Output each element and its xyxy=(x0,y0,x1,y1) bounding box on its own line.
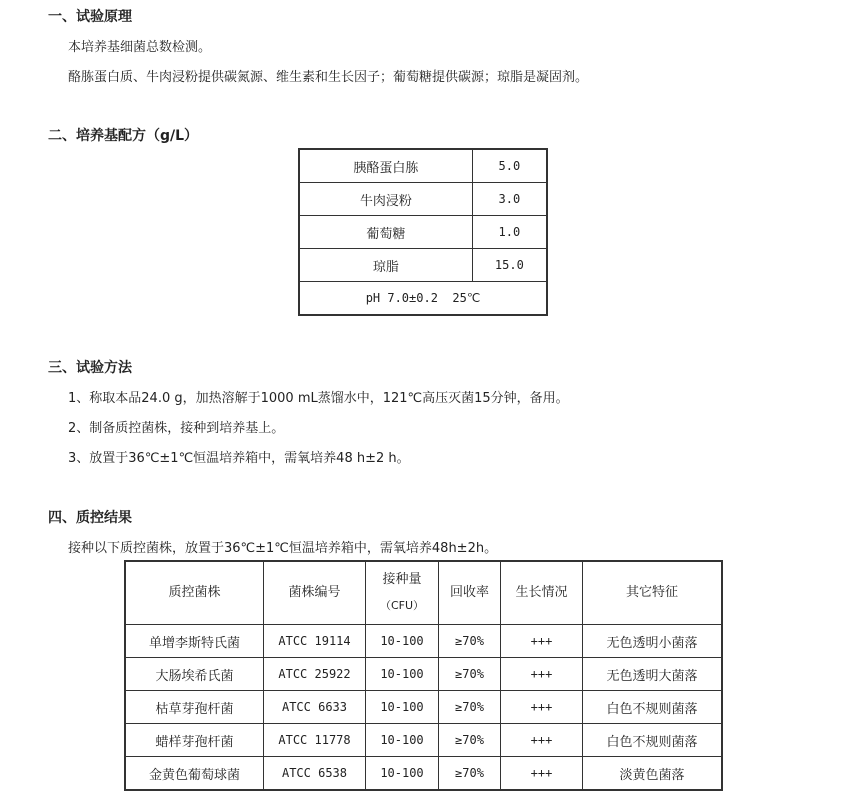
table-row xyxy=(125,625,722,658)
strain-name: 大肠埃希氏菌 xyxy=(125,658,264,691)
growth-value: +++ xyxy=(501,691,583,724)
inoculum-value: 10-100 xyxy=(366,658,439,691)
header-code: 菌株编号 xyxy=(264,561,366,625)
header-inoculum-label: 接种量 xyxy=(382,572,422,587)
ph-value: pH 7.0±0.2 25℃ xyxy=(299,282,547,316)
strain-code: ATCC 19114 xyxy=(264,625,366,658)
growth-value: +++ xyxy=(501,757,583,791)
header-growth: 生长情况 xyxy=(501,561,583,625)
header-inoculum-unit: （CFU） xyxy=(379,599,425,612)
recovery-value: ≥70% xyxy=(439,625,501,658)
strain-code: ATCC 6538 xyxy=(264,757,366,791)
other-feature: 白色不规则菌落 xyxy=(583,724,723,757)
section-title-method: 三、试验方法 xyxy=(48,360,132,376)
header-recovery: 回收率 xyxy=(439,561,501,625)
recovery-value: ≥70% xyxy=(439,691,501,724)
ingredient-value: 1.0 xyxy=(472,216,547,249)
principle-paragraph-2: 酪胨蛋白质、牛肉浸粉提供碳氮源、维生素和生长因子；葡萄糖提供碳源；琼脂是凝固剂。 xyxy=(68,70,589,85)
ingredient-value: 3.0 xyxy=(472,183,547,216)
table-header-row xyxy=(125,561,722,625)
strain-code: ATCC 6633 xyxy=(264,691,366,724)
ingredient-name: 牛肉浸粉 xyxy=(299,183,472,216)
header-strain: 质控菌株 xyxy=(125,561,264,625)
table-row xyxy=(299,282,547,316)
growth-value: +++ xyxy=(501,658,583,691)
other-feature: 白色不规则菌落 xyxy=(583,691,723,724)
growth-value: +++ xyxy=(501,625,583,658)
recovery-value: ≥70% xyxy=(439,724,501,757)
qc-results-table xyxy=(124,560,723,791)
recovery-value: ≥70% xyxy=(439,757,501,791)
ingredient-value: 5.0 xyxy=(472,149,547,183)
formula-table xyxy=(298,148,548,316)
header-inoculum xyxy=(366,561,439,625)
section-title-formula: 二、培养基配方（g/L） xyxy=(48,128,199,144)
principle-paragraph-1: 本培养基细菌总数检测。 xyxy=(68,40,212,55)
ingredient-name: 胰酪蛋白胨 xyxy=(299,149,472,183)
strain-name: 蜡样芽孢杆菌 xyxy=(125,724,264,757)
inoculum-value: 10-100 xyxy=(366,724,439,757)
ingredient-name: 葡萄糖 xyxy=(299,216,472,249)
table-row xyxy=(299,149,547,183)
table-row xyxy=(125,757,722,791)
method-step-1: 1、称取本品24.0 g，加热溶解于1000 mL蒸馏水中，121℃高压灭菌15分钟，备用。 xyxy=(68,391,569,406)
ingredient-value: 15.0 xyxy=(472,249,547,282)
section-title-qc-results: 四、质控结果 xyxy=(48,510,132,526)
table-row xyxy=(299,249,547,282)
table-row xyxy=(125,658,722,691)
qc-intro: 接种以下质控菌株，放置于36℃±1℃恒温培养箱中，需氧培养48h±2h。 xyxy=(68,541,498,556)
strain-name: 单增李斯特氏菌 xyxy=(125,625,264,658)
growth-value: +++ xyxy=(501,724,583,757)
strain-name: 枯草芽孢杆菌 xyxy=(125,691,264,724)
table-row xyxy=(125,724,722,757)
strain-name: 金黄色葡萄球菌 xyxy=(125,757,264,791)
ingredient-name: 琼脂 xyxy=(299,249,472,282)
other-feature: 无色透明大菌落 xyxy=(583,658,723,691)
inoculum-value: 10-100 xyxy=(366,691,439,724)
strain-code: ATCC 25922 xyxy=(264,658,366,691)
table-row xyxy=(299,183,547,216)
other-feature: 无色透明小菌落 xyxy=(583,625,723,658)
header-other: 其它特征 xyxy=(583,561,723,625)
table-row xyxy=(299,216,547,249)
recovery-value: ≥70% xyxy=(439,658,501,691)
method-step-2: 2、制备质控菌株，接种到培养基上。 xyxy=(68,421,285,436)
strain-code: ATCC 11778 xyxy=(264,724,366,757)
other-feature: 淡黄色菌落 xyxy=(583,757,723,791)
inoculum-value: 10-100 xyxy=(366,625,439,658)
inoculum-value: 10-100 xyxy=(366,757,439,791)
table-row xyxy=(125,691,722,724)
method-step-3: 3、放置于36℃±1℃恒温培养箱中，需氧培养48 h±2 h。 xyxy=(68,451,410,466)
section-title-principle: 一、试验原理 xyxy=(48,9,132,25)
